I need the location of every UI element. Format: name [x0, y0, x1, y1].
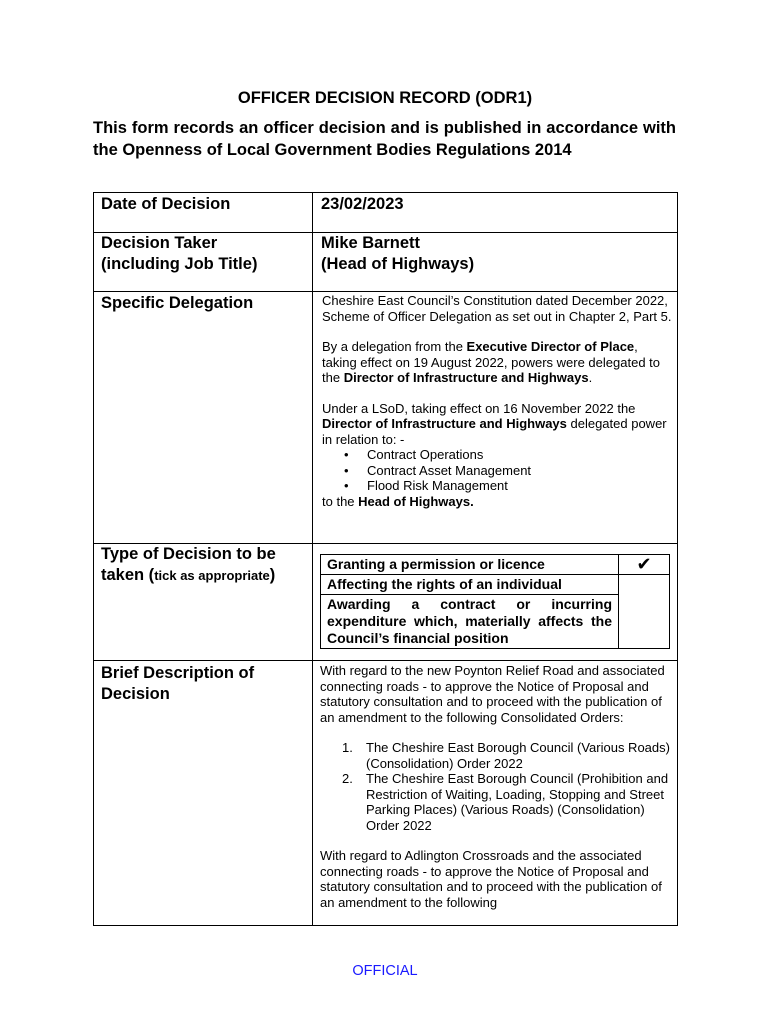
brief-description-label	[101, 663, 254, 705]
brief-para1: With regard to the new Poynton Relief Road and associated connecting roads - to approve the Notice of Proposal and statutory consultation and to proceed with the publication of an amendment to the following Consolidated Orders:	[320, 663, 665, 725]
table-border-bottom	[93, 925, 678, 926]
brief-label-line1: Brief Description of	[101, 664, 255, 682]
delegation-para2: By a delegation from the Executive Director of Place, taking effect on 19 August 2022, powers were delegated to the Director of Infrastructure and Highways.	[322, 339, 660, 385]
specific-delegation-text	[322, 293, 672, 509]
date-label: Date of Decision	[101, 195, 231, 213]
option-tick-checkbox[interactable]	[619, 575, 670, 649]
brief-label-line2: Decision	[101, 685, 170, 703]
brief-description-text	[320, 663, 670, 910]
decision-taker-label	[101, 233, 257, 275]
decision-taker-label-line2: (including Job Title)	[101, 255, 258, 273]
list-item: • Flood Risk Management	[322, 478, 672, 494]
decision-taker-value	[321, 233, 474, 275]
option-granting-permission: Granting a permission or licence	[321, 555, 619, 575]
type-label-line2: taken (tick as appropriate)	[101, 566, 276, 584]
list-item: 2. The Cheshire East Borough Council (Prohibition and Restriction of Waiting, Loading, Stopping and Street Parking Places) (Various Roads) (Consolidation) Order 2022	[342, 771, 669, 833]
official-footer: OFFICIAL	[352, 963, 418, 979]
option-tick-checkbox[interactable]: ✔	[619, 555, 670, 575]
delegation-para3: Under a LSoD, taking effect on 16 November 2022 the Director of Infrastructure and Highways delegated power in relation to: -	[322, 400, 667, 447]
option-affecting-rights: Affecting the rights of an individual	[321, 575, 619, 595]
list-item: 1. The Cheshire East Borough Council (Various Roads) (Consolidation) Order 2022	[342, 740, 670, 771]
intro-text: This form records an officer decision and is published in accordance with the Openness of Local Government Bodies Regulations 2014	[93, 119, 676, 159]
decision-taker-name: Mike Barnett	[321, 234, 421, 252]
table-row	[321, 595, 670, 649]
column-divider	[312, 192, 313, 926]
decision-type-table	[320, 554, 670, 649]
delegation-para1: Cheshire East Council’s Constitution dated December 2022, Scheme of Officer Delegation as set out in Chapter 2, Part 5.	[322, 293, 672, 324]
list-item: • Contract Operations	[322, 447, 672, 463]
date-value: 23/02/2023	[321, 195, 404, 213]
table-border-left	[93, 192, 94, 926]
table-border-right	[677, 192, 678, 926]
type-of-decision-label	[101, 544, 276, 586]
brief-para2: With regard to Adlington Crossroads and the associated connecting roads - to approve the Notice of Proposal and statutory consultation and to proceed with the publication of an amendment to the following	[320, 848, 662, 910]
type-label-line1: Type of Decision to be	[101, 545, 276, 563]
decision-taker-label-line1: Decision Taker	[101, 234, 218, 252]
page-title: OFFICER DECISION RECORD (ODR1)	[237, 89, 533, 107]
table-border-top	[93, 192, 678, 193]
table-row	[321, 555, 670, 575]
decision-taker-title: (Head of Highways)	[321, 255, 475, 273]
table-row	[321, 575, 670, 595]
list-item: • Contract Asset Management	[322, 463, 672, 479]
consolidated-orders-list	[320, 740, 670, 833]
delegation-closing: to the Head of Highways.	[322, 493, 474, 509]
row-divider	[93, 660, 678, 661]
delegation-bullets	[322, 447, 672, 494]
option-awarding-contract: Awarding a contract or incurring expenditure which, materially affects the Council’s financial position	[321, 595, 619, 649]
specific-delegation-label: Specific Delegation	[101, 294, 254, 312]
row-divider	[93, 291, 678, 292]
